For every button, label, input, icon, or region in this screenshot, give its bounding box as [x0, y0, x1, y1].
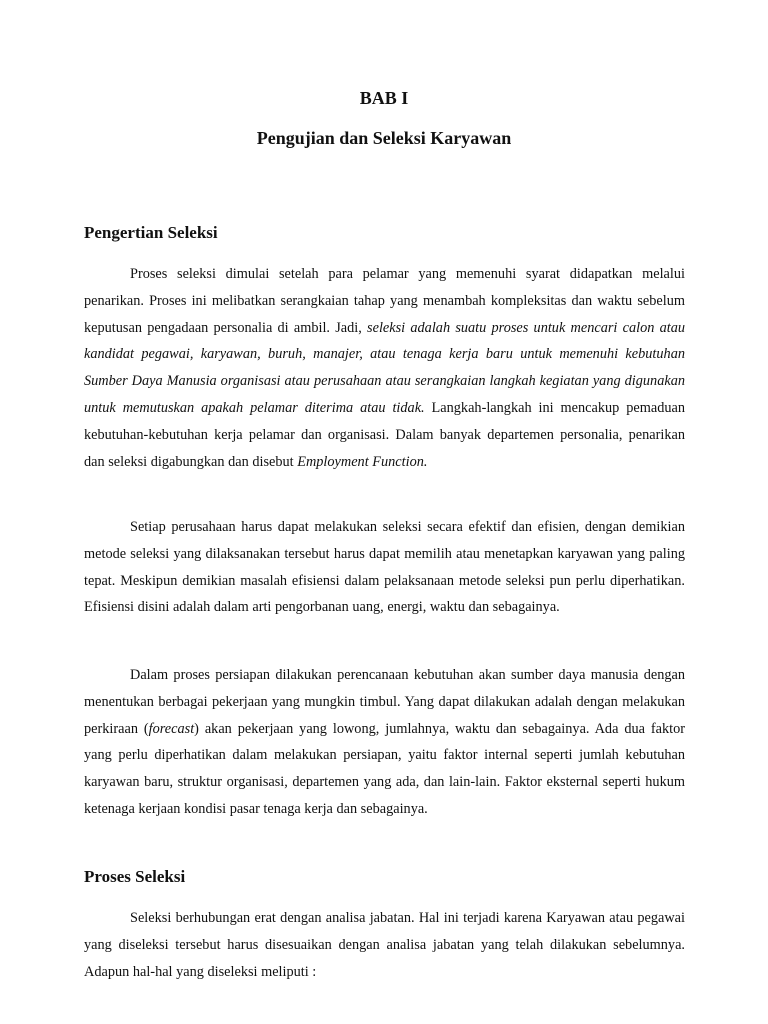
text-segment: Setiap perusahaan harus dapat melakukan seleksi secara efektif dan efisien, dengan demikian metode seleksi yang dilaksanakan tersebut harus dapat memilih atau menetapkan karyawan yang paling tepat. Meskipun demikian masalah efisiensi dalam pelaksanaan metode seleksi pun perlu diperhatikan. Efisiensi disini adalah dalam arti pengorbanan uang, energi, waktu dan sebagainya.	[84, 519, 685, 616]
text-segment: Proses seleksi dimulai setelah para pelamar yang memenuhi syarat didapatkan melalui penarikan. Proses ini melibatkan serangkaian tahap yang menambah kompleksitas dan waktu sebelum keputusan pengadaan personalia di ambil. Jadi,	[84, 266, 685, 336]
text-segment: Dalam proses persiapan dilakukan perencanaan kebutuhan akan sumber daya manusia dengan menentukan berbagai pekerjaan yang mungkin timbul. Yang dapat dilakukan adalah dengan melakukan perkiraan (	[84, 667, 685, 737]
text-segment-italic: forecast	[148, 720, 195, 737]
paragraph	[84, 514, 685, 621]
paragraph	[84, 261, 685, 475]
chapter-number: BAB I	[359, 88, 409, 108]
section-heading-proses-seleksi: Proses Seleksi	[84, 867, 186, 886]
paragraph	[84, 905, 685, 985]
text-segment: Langkah-langkah ini mencakup pemaduan kebutuhan-kebutuhan kerja pelamar dan organisasi. Dalam banyak departemen personalia, penarikan dan seleksi digabungkan dan disebut	[84, 399, 685, 470]
text-segment: ) akan pekerjaan yang lowong, jumlahnya, waktu dan sebagainya. Ada dua faktor yang perlu diperhatikan dalam melakukan persiapan, yaitu faktor internal seperti jumlah kebutuhan karyawan baru, struktur organisasi, departemen yang ada, dan lain-lain. Faktor eksternal seperti hukum ketenaga kerjaan kondisi pasar tenaga kerja dan sebagainya.	[84, 720, 685, 817]
paragraph	[84, 662, 685, 823]
text-segment-italic: seleksi adalah suatu proses untuk mencari calon atau kandidat pegawai, karyawan, buruh, manajer, atau tenaga kerja baru untuk memenuhi kebutuhan Sumber Daya Manusia organisasi atau perusahaan atau serangkaian langkah kegiatan yang digunakan untuk memutuskan apakah pelamar diterima atau tidak.	[84, 319, 686, 416]
section-heading-pengertian-seleksi: Pengertian Seleksi	[84, 223, 218, 242]
text-segment-italic: Employment Function.	[297, 453, 428, 470]
chapter-title: Pengujian dan Seleksi Karyawan	[256, 128, 512, 148]
text-segment: Seleksi berhubungan erat dengan analisa jabatan. Hal ini terjadi karena Karyawan atau pegawai yang diseleksi tersebut harus disesuaikan dengan analisa jabatan yang telah dilakukan sebelumnya. Adapun hal-hal yang diseleksi meliputi :	[84, 910, 685, 980]
